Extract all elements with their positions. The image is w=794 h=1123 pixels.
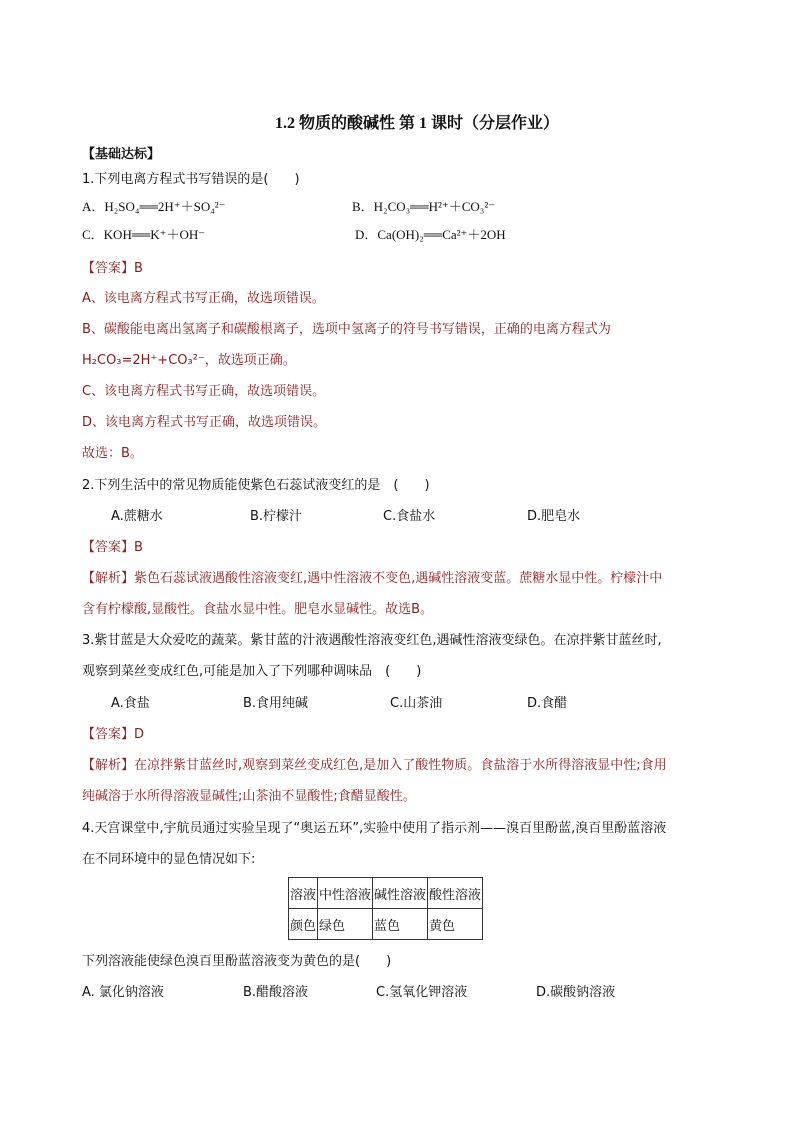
q2-explain-line: 【解析】紫色石蕊试液遇酸性溶液变红,遇中性溶液不变色,遇碱性溶液变蓝。蔗糖水显中性。柠檬汁中 (82, 571, 663, 586)
q1-option-d: D．Ca(OH)₂══Ca²⁺＋2OH (355, 227, 506, 242)
q4-option-a: A. 氯化钠溶液 (82, 985, 164, 1000)
q1-answer: 【答案】B (82, 261, 143, 276)
q2-answer: 【答案】B (82, 540, 143, 555)
q1-option-b: B．H₂CO₃══H²⁺＋CO₃²⁻ (352, 199, 496, 214)
q3-stem-line: 观察到菜丝变成红色,可能是加入了下列哪种调味品 ( ) (82, 664, 422, 679)
q1-option-c: C．KOH══K⁺＋OH⁻ (82, 227, 206, 242)
page-title: 1.2 物质的酸碱性 第 1 课时（分层作业） (274, 115, 559, 132)
q3-option-b: B.食用纯碱 (243, 696, 309, 711)
q1-explain-line: H₂CO₃=2H⁺+CO₃²⁻，故选项正确。 (82, 353, 296, 368)
q2-option-d: D.肥皂水 (527, 509, 581, 524)
q1-option-a: A．H₂SO₄══2H⁺＋SO₄²⁻ (82, 199, 226, 214)
table-cell: 蓝色 (373, 909, 428, 940)
q3-option-d: D.食醋 (527, 696, 568, 711)
q1-explain-line: A、该电离方程式书写正确，故选项错误。 (82, 291, 325, 306)
table-cell: 颜色 (289, 909, 318, 940)
q4-stem-line: 4.天宫课堂中,宇航员通过实验呈现了“奥运五环”,实验中使用了指示剂——溴百里酚蓝,溴百里酚蓝溶液 (82, 821, 667, 836)
q4-option-d: D.碳酸钠溶液 (536, 985, 616, 1000)
q3-option-a: A.食盐 (111, 696, 150, 711)
table-header-cell: 酸性溶液 (428, 878, 483, 909)
q3-option-c: C.山茶油 (390, 696, 443, 711)
q1-explain-line: B、碳酸能电离出氢离子和碳酸根离子，选项中氢离子的符号书写错误，正确的电离方程式为 (82, 322, 611, 337)
q4-option-c: C.氢氧化钾溶液 (376, 985, 468, 1000)
table-row (289, 878, 483, 909)
q4-stem-line: 在不同环境中的显色情况如下: (82, 852, 256, 867)
q2-option-b: B.柠檬汁 (250, 509, 303, 524)
q3-stem-line: 3.紫甘蓝是大众爱吃的蔬菜。紫甘蓝的汁液遇酸性溶液变红色,遇碱性溶液变绿色。在凉拌紫甘蓝丝时, (82, 633, 662, 648)
table-cell: 绿色 (318, 909, 373, 940)
q3-explain-line: 【解析】在凉拌紫甘蓝丝时,观察到菜丝变成红色,是加入了酸性物质。食盐溶于水所得溶液显中性;食用 (82, 758, 667, 773)
table-cell: 黄色 (428, 909, 483, 940)
table-header-cell: 碱性溶液 (373, 878, 428, 909)
section-heading: 【基础达标】 (82, 147, 161, 162)
q1-explain-line: 故选：B。 (82, 446, 143, 461)
q4-question: 下列溶液能使绿色溴百里酚蓝溶液变为黄色的是( ) (82, 954, 392, 969)
q2-option-c: C.食盐水 (383, 509, 436, 524)
indicator-color-table (288, 877, 483, 940)
q1-explain-line: C、该电离方程式书写正确，故选项错误。 (82, 384, 326, 399)
q2-option-a: A.蔗糖水 (111, 509, 163, 524)
table-header-cell: 溶液 (289, 878, 318, 909)
q3-explain-line: 纯碱溶于水所得溶液显碱性;山茶油不显酸性;食醋显酸性。 (82, 789, 416, 804)
q3-answer: 【答案】D (82, 727, 145, 742)
q4-option-b: B.醋酸溶液 (243, 985, 309, 1000)
q1-stem: 1.下列电离方程式书写错误的是( ) (82, 172, 300, 187)
q2-stem: 2.下列生活中的常见物质能使紫色石蕊试液变红的是 ( ) (82, 478, 430, 493)
q1-explain-line: D、该电离方程式书写正确，故选项错误。 (82, 415, 327, 430)
table-header-cell: 中性溶液 (318, 878, 373, 909)
table-row (289, 909, 483, 940)
q2-explain-line: 含有柠檬酸,显酸性。食盐水显中性。肥皂水显碱性。故选B。 (82, 602, 434, 617)
